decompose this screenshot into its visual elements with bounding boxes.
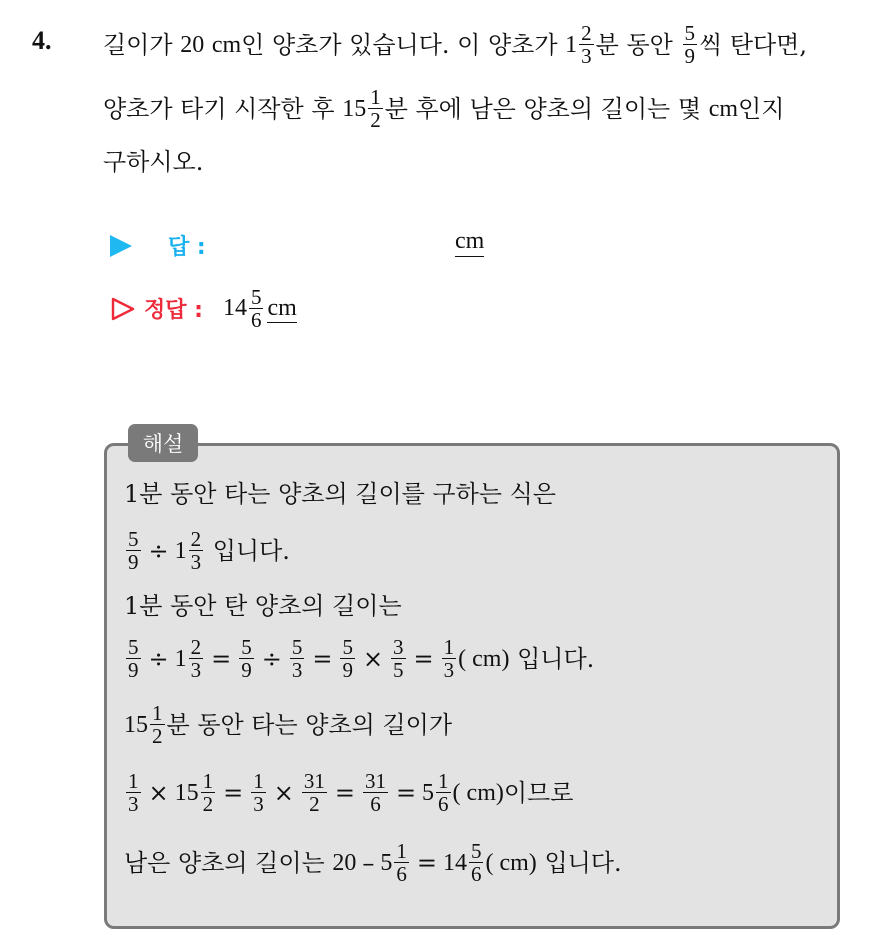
unit: ( cm): [458, 645, 510, 672]
divide-sign: ÷: [148, 644, 169, 673]
question-line-3: [103, 150, 203, 174]
text: 분 동안 타는 양초의 길이가: [166, 710, 453, 739]
mixed-whole: 5: [380, 849, 393, 876]
equals-sign: =: [211, 644, 232, 673]
text: 1분 동안 탄 양초의 길이는: [124, 592, 402, 620]
numerator: 1: [396, 839, 407, 863]
numerator: 1: [152, 701, 163, 725]
numerator: 3: [393, 635, 404, 659]
divide-sign: ÷: [148, 536, 169, 565]
text: 인지: [738, 94, 785, 123]
equals-sign: =: [312, 644, 333, 673]
denominator: 9: [241, 658, 252, 683]
fraction: [290, 636, 305, 681]
denominator: 6: [396, 862, 407, 887]
text: 입니다.: [517, 644, 595, 673]
explanation-line-2: [124, 528, 290, 573]
multiply-sign: ×: [273, 778, 294, 807]
denominator: 5: [393, 658, 404, 683]
numerator: 2: [581, 21, 592, 45]
fraction: [442, 636, 457, 681]
denominator: 3: [443, 658, 455, 683]
unit: cm: [211, 31, 242, 58]
fraction: [189, 528, 204, 573]
denominator: 9: [128, 658, 139, 683]
denominator: 2: [309, 792, 320, 817]
numerator: 2: [190, 635, 202, 659]
filled-triangle-icon: [110, 235, 132, 257]
explanation-line-3: [124, 594, 402, 618]
unit: ( cm): [485, 849, 537, 876]
mixed-whole: 15: [174, 779, 199, 806]
explanation-line-6: [124, 770, 573, 815]
fraction: [126, 528, 141, 573]
question-number: 4.: [32, 26, 52, 55]
fraction: [126, 770, 141, 815]
text: 씩 탄다면,: [699, 30, 807, 59]
answer-label: 답 :: [168, 235, 206, 260]
multiply-sign: ×: [362, 644, 384, 673]
denominator: 3: [291, 658, 303, 683]
correct-unit: cm: [267, 294, 297, 321]
denominator: 9: [128, 550, 139, 575]
denominator: 2: [370, 108, 381, 133]
text: 양초가 타기 시작한 후: [103, 94, 335, 123]
denominator: 3: [581, 44, 592, 69]
text: 구하시오.: [103, 148, 204, 176]
explanation-line-4: [124, 636, 594, 681]
text: 분 후에 남은 양초의 길이는 몇: [384, 94, 702, 123]
denominator: 6: [470, 862, 482, 887]
answer-blank-unit: cm: [455, 228, 484, 257]
denominator: 3: [190, 550, 202, 575]
fraction: [249, 286, 264, 331]
correct-answer-row: [110, 286, 297, 331]
fraction: [201, 770, 216, 815]
text: 남은 양초의 길이는: [124, 848, 325, 877]
fraction: [340, 636, 355, 681]
explanation-line-7: [124, 840, 622, 885]
mixed-whole: 15: [342, 95, 367, 122]
mixed-whole: 1: [174, 537, 187, 564]
fraction: [363, 770, 388, 815]
numerator: 5: [342, 635, 353, 659]
mixed-whole: 15: [124, 711, 148, 738]
denominator: 6: [438, 792, 449, 817]
mixed-whole: 1: [565, 31, 578, 58]
denominator: 6: [250, 308, 262, 333]
fraction: [189, 636, 204, 681]
numerator: 5: [470, 839, 482, 863]
numerator: 5: [128, 527, 139, 551]
outline-triangle-icon: [110, 296, 136, 322]
equals-sign: =: [334, 778, 355, 807]
text: 분 동안: [595, 30, 673, 59]
equals-sign: =: [413, 644, 434, 673]
numerator: 5: [241, 635, 252, 659]
text: 1분 동안 타는 양초의 길이를 구하는 식은: [124, 480, 556, 508]
text: 입니다.: [544, 848, 622, 877]
fraction: [579, 22, 594, 67]
denominator: 3: [253, 792, 264, 817]
answer-row: [110, 230, 206, 261]
denominator: 2: [202, 792, 214, 817]
mixed-whole: 14: [442, 849, 467, 876]
numerator: 1: [128, 769, 139, 793]
denominator: 6: [370, 792, 381, 817]
explanation-line-5: [124, 702, 452, 747]
fraction: [368, 86, 383, 131]
numerator: 5: [684, 21, 695, 45]
fraction: [239, 636, 254, 681]
numerator: 5: [128, 635, 139, 659]
question-line-1: [103, 22, 807, 67]
numerator: 5: [250, 285, 262, 309]
correct-answer-label: 정답 :: [144, 298, 203, 324]
fraction: [126, 636, 141, 681]
multiply-sign: ×: [148, 778, 169, 807]
correct-whole: 14: [222, 295, 247, 322]
numerator: 31: [303, 769, 325, 793]
denominator: 2: [152, 724, 163, 749]
fraction: [391, 636, 406, 681]
denominator: 9: [342, 658, 353, 683]
numerator: 1: [253, 769, 264, 793]
numerator: 1: [202, 769, 214, 793]
denominator: 3: [128, 792, 139, 817]
unit: cm: [708, 95, 739, 122]
text: 이므로: [503, 778, 574, 807]
fraction: [302, 770, 327, 815]
question-line-2: [103, 86, 784, 131]
text: 길이가: [103, 30, 173, 59]
fraction: [683, 22, 698, 67]
length-value: 20: [180, 31, 205, 58]
text: 인 양초가 있습니다. 이 양초가: [241, 30, 558, 59]
text: 입니다.: [212, 536, 290, 565]
numerator: 1: [438, 769, 449, 793]
divide-sign: ÷: [261, 644, 282, 673]
minus-sign: –: [362, 848, 375, 877]
mixed-whole: 1: [174, 645, 187, 672]
fraction: [394, 840, 409, 885]
fraction: [436, 770, 451, 815]
mixed-whole: 5: [422, 779, 435, 806]
equals-sign: =: [223, 778, 244, 807]
explanation-line-1: [124, 482, 556, 506]
fraction: [469, 840, 484, 885]
number: 20: [332, 849, 357, 876]
numerator: 31: [364, 769, 386, 793]
numerator: 2: [190, 527, 202, 551]
unit: ( cm): [452, 779, 504, 806]
equals-sign: =: [395, 778, 417, 807]
numerator: 1: [370, 85, 381, 109]
numerator: 5: [291, 635, 303, 659]
fraction: [251, 770, 266, 815]
denominator: 3: [190, 658, 202, 683]
numerator: 1: [443, 635, 455, 659]
fraction: [150, 702, 165, 747]
denominator: 9: [684, 44, 695, 69]
explanation-tab: 해설: [128, 424, 198, 462]
equals-sign: =: [416, 848, 437, 877]
